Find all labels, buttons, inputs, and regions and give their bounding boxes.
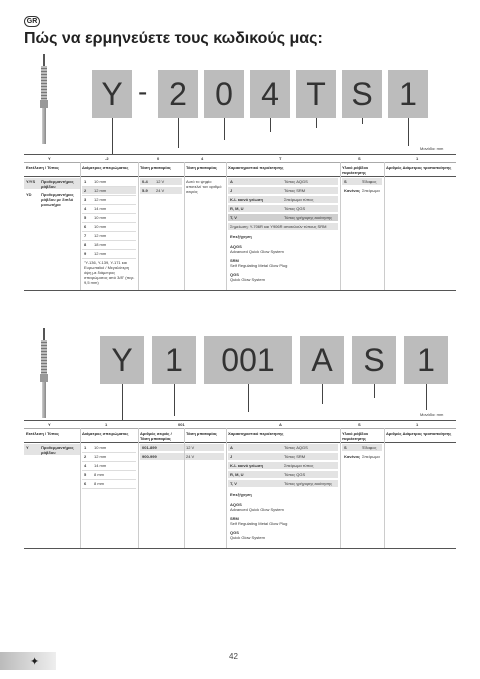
diameter-value: 8 mm <box>94 472 104 477</box>
table-header-cell: Αριθμός σειράς / Τάση μπαταρίας <box>140 431 172 441</box>
diameter-value: 10 mm <box>94 224 107 229</box>
diameter-code: 1 <box>84 179 87 184</box>
connector-line <box>408 118 409 146</box>
column-divider <box>226 162 227 290</box>
glow-plug-icon <box>41 54 47 144</box>
column-divider <box>138 428 139 548</box>
page-title: Πώς να ερμηνεύετε τους κωδικούς μας: <box>24 30 323 47</box>
table-bottom-rule <box>24 548 456 549</box>
table-header-cell: Αριθμός Διάμετρος τροποποίησης <box>386 431 452 436</box>
diameter-code: 9 <box>84 251 87 256</box>
feature-value: Τύπος AQGS <box>284 445 308 450</box>
material-value: Σπείρωμα <box>362 188 380 193</box>
material-code: S <box>344 179 347 184</box>
explanation-abbr: QGS <box>230 272 239 277</box>
explanation-text: Advanced Quick Glow System <box>230 249 284 254</box>
feature-code: K-L κοινό γείωση <box>230 197 263 202</box>
column-divider <box>384 162 385 290</box>
diameter-code: 4 <box>84 463 87 468</box>
feature-code: A <box>230 179 233 184</box>
units-label: Μονάδα: mm <box>420 412 444 417</box>
code-character-box: S <box>352 336 396 384</box>
key-row-cell: 0 <box>157 156 160 161</box>
table-header-cell: Τάση μπαταρίας <box>140 165 172 170</box>
table-rule <box>82 240 136 241</box>
material-code: Κανένας <box>344 188 361 193</box>
code-character-box: A <box>300 336 344 384</box>
explanation-abbr: AQGS <box>230 244 242 249</box>
table-header-cell: Αριθμός Διάμετρος τροποποίησης <box>386 165 452 170</box>
diameter-value: 12 mm <box>94 251 107 256</box>
glow-plug-icon <box>41 328 47 418</box>
diameter-code: 7 <box>84 233 87 238</box>
key-row-cell: 1 <box>416 156 419 161</box>
type-desc: Προθερμαντήρας ράβδου <box>41 445 74 455</box>
explanation-title: Επεξήγηση <box>230 234 252 239</box>
feature-value: Τύπος QGS <box>284 206 306 211</box>
table-header-cell: Τάση μπαταρίας <box>186 431 218 436</box>
table-rule <box>82 231 136 232</box>
material-value: Σπείρωμα <box>362 454 380 459</box>
diameter-code: 5 <box>84 215 87 220</box>
material-value: Έδαφος <box>362 179 377 184</box>
diameter-code: 3 <box>84 197 87 202</box>
column-divider <box>384 428 385 548</box>
code-character-box: Y <box>100 336 144 384</box>
table-rule <box>82 249 136 250</box>
table-top-rule <box>24 154 456 155</box>
type-code: Y/YS <box>26 179 36 184</box>
series-voltage: 12 V <box>186 445 195 450</box>
feature-code: R, M, U <box>230 206 244 211</box>
material-value: Έδαφος <box>362 445 377 450</box>
table-bottom-rule <box>24 290 456 291</box>
brand-logo-icon: ✦ <box>30 656 40 668</box>
feature-row-bg <box>228 471 338 478</box>
table-rule <box>82 479 136 480</box>
feature-note: Σημείωση: Y-706R και Y906R αποτελούν τύπους SRM <box>230 224 327 229</box>
voltage-value: 12 V <box>156 179 165 184</box>
connector-line <box>224 118 225 140</box>
key-row-cell: S <box>358 422 361 427</box>
type-desc: Προθερμαντήρας ράβδου με διπλό μονωτήρα <box>41 192 74 207</box>
key-row-cell: Y <box>48 156 51 161</box>
column-divider <box>80 162 81 290</box>
series-voltage: 24 V <box>186 454 195 459</box>
table-header-cell: Υλικό ράβδου περιέκτησης <box>342 431 369 441</box>
feature-code: T, V <box>230 215 237 220</box>
feature-value: Τύπος γρήγορης εκκίνησης <box>284 481 333 486</box>
language-badge: GR <box>24 16 40 27</box>
diameter-value: 18 mm <box>94 242 107 247</box>
type-code: YD <box>26 192 32 197</box>
table-header-cell: Εκτέλεση / Τύπος <box>26 165 60 170</box>
code-separator: - <box>138 76 148 107</box>
key-row-cell: -2 <box>105 156 109 161</box>
diameter-value: 14 mm <box>94 463 107 468</box>
voltage-code: 0-4 <box>142 179 148 184</box>
connector-line <box>322 384 323 404</box>
connector-line <box>374 384 375 398</box>
diameter-code: 4 <box>84 206 87 211</box>
table-rule <box>82 204 136 205</box>
table-rule <box>24 428 456 429</box>
diameter-code: 6 <box>84 481 87 486</box>
column-divider <box>138 162 139 290</box>
column-divider <box>340 428 341 548</box>
table-header-cell: Διάμετρος σπειρώματος <box>82 165 129 170</box>
feature-value: Σπείρωμα τύπος <box>284 463 314 468</box>
feature-row-bg <box>228 178 338 185</box>
code-character-box: 4 <box>250 70 290 118</box>
feature-value: Τύπος SRM <box>284 454 306 459</box>
diameter-code: 2 <box>84 454 87 459</box>
type-code: Y <box>26 445 29 450</box>
table-rule <box>82 222 136 223</box>
key-row-cell: 001 <box>178 422 185 427</box>
type-desc: Προθερμαντήρας ράβδου <box>41 179 74 189</box>
explanation-title: Επεξήγηση <box>230 492 252 497</box>
explanation-text: Self Regulating Metal Glow Plug <box>230 263 288 268</box>
voltage-value: 24 V <box>156 188 165 193</box>
table-rule <box>82 195 136 196</box>
connector-line <box>178 118 179 148</box>
diameter-row-bg <box>82 187 136 194</box>
column-divider <box>80 428 81 548</box>
table-rule <box>24 162 456 163</box>
code-character-box: 1 <box>152 336 196 384</box>
diameter-value: 10 mm <box>94 179 107 184</box>
explanation-abbr: QGS <box>230 530 239 535</box>
code-character-box: 1 <box>388 70 428 118</box>
column-divider <box>184 428 185 548</box>
diameter-note: "Y-136, Y-139, Y-171 και Ευρωπαϊκό / Μεγαλύτερη όψη με διάμετρος σπειρώματος από 3/8" (περ. 9,5 mm) <box>84 260 135 285</box>
connector-line <box>122 384 123 420</box>
explanation-text: Self Regulating Metal Glow Plug <box>230 521 288 526</box>
table-rule <box>82 452 136 453</box>
explanation-text: Advanced Quick Glow System <box>230 507 284 512</box>
diameter-value: 12 mm <box>94 188 107 193</box>
column-divider <box>184 162 185 290</box>
diameter-value: 10 mm <box>94 215 107 220</box>
code-character-box: S <box>342 70 382 118</box>
diameter-code: 2 <box>84 188 87 193</box>
feature-code: T, V <box>230 481 237 486</box>
table-header-cell: Εκτέλεση / Τύπος <box>26 431 60 436</box>
series-code: 001-899 <box>142 445 157 450</box>
diameter-value: 12 mm <box>94 233 107 238</box>
key-row-cell: T <box>279 156 282 161</box>
feature-value: Σπείρωμα τύπος <box>284 197 314 202</box>
feature-code: R, M, U <box>230 472 244 477</box>
table-header-cell: Χαρακτηριστικό περιέκτησης <box>228 431 284 436</box>
table-top-rule <box>24 420 456 421</box>
feature-row-bg <box>228 205 338 212</box>
feature-code: K-L κοινό γείωση <box>230 463 263 468</box>
key-row-cell: 1 <box>416 422 419 427</box>
explanation-text: Quick Glow System <box>230 277 265 282</box>
page-number: 42 <box>229 652 238 661</box>
explanation-abbr: SRM <box>230 516 239 521</box>
diameter-code: 8 <box>84 242 87 247</box>
voltage-note: Αυτό το ψηφίο αποτελεί τον αριθμό σειράς <box>186 179 222 194</box>
diameter-value: 14 mm <box>94 206 107 211</box>
footer-tab <box>0 652 56 670</box>
connector-line <box>426 384 427 410</box>
table-rule <box>82 461 136 462</box>
code-character-box: 1 <box>404 336 448 384</box>
feature-value: Τύπος γρήγορης εκκίνησης <box>284 215 333 220</box>
code-character-box: Y <box>92 70 132 118</box>
table-rule <box>82 213 136 214</box>
code-character-box: 2 <box>158 70 198 118</box>
table-header-cell: Υλικό ράβδου περιέκτησης <box>342 165 369 175</box>
feature-code: J <box>230 188 233 193</box>
feature-code: A <box>230 445 233 450</box>
connector-line <box>112 118 113 154</box>
feature-value: Τύπος SRM <box>284 188 306 193</box>
key-row-cell: Y <box>48 422 51 427</box>
table-rule <box>24 176 456 177</box>
feature-row-bg <box>228 453 338 460</box>
feature-value: Τύπος AQGS <box>284 179 308 184</box>
table-header-cell: Διάμετρος σπειρώματος <box>82 431 129 436</box>
diameter-value: 12 mm <box>94 454 107 459</box>
material-code: Κανένας <box>344 454 361 459</box>
key-row-cell: 4 <box>201 156 204 161</box>
column-divider <box>226 428 227 548</box>
table-rule <box>82 258 136 259</box>
feature-code: J <box>230 454 233 459</box>
units-label: Μονάδα: mm <box>420 146 444 151</box>
explanation-abbr: SRM <box>230 258 239 263</box>
table-rule <box>82 470 136 471</box>
feature-value: Τύπος QGS <box>284 472 306 477</box>
table-header-cell: Χαρακτηριστικό περιέκτησης <box>228 165 284 170</box>
feature-row-bg <box>228 187 338 194</box>
feature-row-bg <box>228 444 338 451</box>
key-row-cell: 1 <box>105 422 108 427</box>
key-row-cell: A <box>279 422 282 427</box>
code-character-box: 001 <box>204 336 292 384</box>
diameter-code: 6 <box>84 224 87 229</box>
connector-line <box>362 118 363 124</box>
code-character-box: 0 <box>204 70 244 118</box>
table-rule <box>82 488 136 489</box>
column-divider <box>340 162 341 290</box>
connector-line <box>174 384 175 416</box>
connector-line <box>270 118 271 132</box>
diameter-value: 12 mm <box>94 197 107 202</box>
explanation-abbr: AQGS <box>230 502 242 507</box>
diameter-value: 8 mm <box>94 481 104 486</box>
diameter-value: 10 mm <box>94 445 107 450</box>
table-header-cell: Τάση μπαταρίας <box>186 165 218 170</box>
explanation-text: Quick Glow System <box>230 535 265 540</box>
code-character-box: T <box>296 70 336 118</box>
connector-line <box>316 118 317 128</box>
diameter-code: 1 <box>84 445 87 450</box>
material-code: S <box>344 445 347 450</box>
voltage-code: 5-9 <box>142 188 148 193</box>
key-row-cell: S <box>358 156 361 161</box>
series-code: 900-999 <box>142 454 157 459</box>
connector-line <box>248 384 249 412</box>
table-rule <box>24 442 456 443</box>
diameter-code: 5 <box>84 472 87 477</box>
